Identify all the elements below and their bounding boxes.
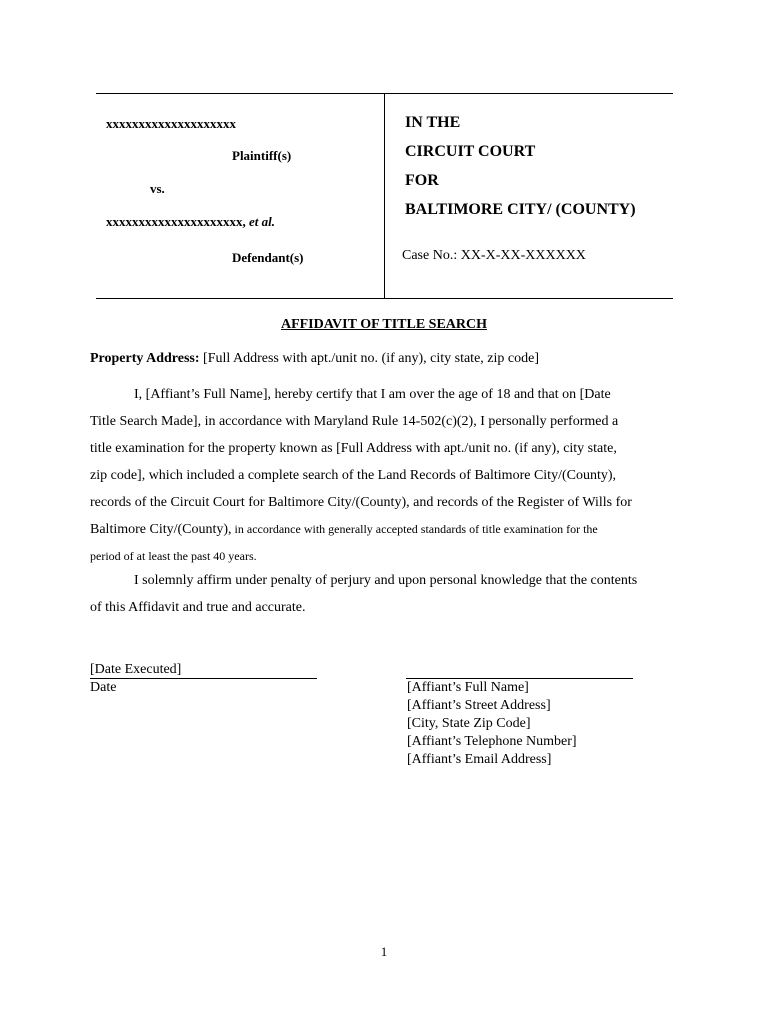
defendant-name-text: xxxxxxxxxxxxxxxxxxxxx, [106, 214, 246, 229]
paragraph-fragment: in accordance with generally accepted standards of title examination for the [231, 522, 598, 536]
paragraph-line: title examination for the property known as [Full Address with apt./unit no. (if any), city state, [90, 441, 617, 456]
caption-divider [384, 93, 385, 299]
paragraph-line [90, 516, 682, 543]
property-address [90, 351, 539, 367]
property-address-value: [Full Address with apt./unit no. (if any), city state, zip code] [199, 351, 539, 366]
defendant-name [106, 214, 275, 230]
paragraph-line: of this Affidavit and true and accurate. [90, 600, 306, 615]
certification-paragraph [90, 381, 682, 570]
paragraph-line: Title Search Made], in accordance with Maryland Rule 14-502(c)(2), I personally performed a [90, 414, 619, 429]
affiant-city-state-zip: [City, State Zip Code] [407, 716, 531, 731]
date-executed: [Date Executed] [90, 662, 182, 677]
caption-bottom-rule [96, 298, 673, 299]
date-underline [90, 678, 317, 679]
paragraph-line: period of at least the past 40 years. [90, 549, 257, 563]
affirmation-paragraph [90, 567, 682, 621]
plaintiff-label: Plaintiff(s) [232, 148, 292, 163]
paragraph-fragment: Baltimore City/(County), [90, 522, 232, 537]
defendant-label: Defendant(s) [232, 250, 304, 265]
court-line-1: IN THE [405, 114, 461, 131]
versus-label: vs. [150, 181, 165, 196]
court-line-4: BALTIMORE CITY/ (COUNTY) [405, 201, 636, 218]
page-number: 1 [380, 944, 388, 959]
property-address-label: Property Address: [90, 351, 200, 366]
plaintiff-name: xxxxxxxxxxxxxxxxxxxx [106, 116, 236, 131]
affiant-telephone: [Affiant’s Telephone Number] [407, 734, 577, 749]
court-line-2: CIRCUIT COURT [405, 143, 536, 160]
paragraph-line: records of the Circuit Court for Baltimore City/(County), and records of the Register of Wills for [90, 495, 632, 510]
case-number: Case No.: XX-X-XX-XXXXXX [402, 248, 586, 263]
affiant-block [407, 679, 577, 769]
paragraph-line: I solemnly affirm under penalty of perjury and upon personal knowledge that the contents [134, 573, 638, 588]
affiant-name: [Affiant’s Full Name] [407, 680, 529, 695]
affiant-email: [Affiant’s Email Address] [407, 752, 552, 767]
paragraph-line: zip code], which included a complete search of the Land Records of Baltimore City/(County), [90, 468, 617, 483]
affiant-street: [Affiant’s Street Address] [407, 698, 551, 713]
date-label: Date [90, 680, 117, 695]
et-al: et al. [249, 214, 275, 229]
paragraph-line: I, [Affiant’s Full Name], hereby certify that I am over the age of 18 and that on [Date [134, 387, 611, 402]
court-line-3: FOR [405, 172, 439, 189]
document-title: AFFIDAVIT OF TITLE SEARCH [280, 317, 488, 332]
